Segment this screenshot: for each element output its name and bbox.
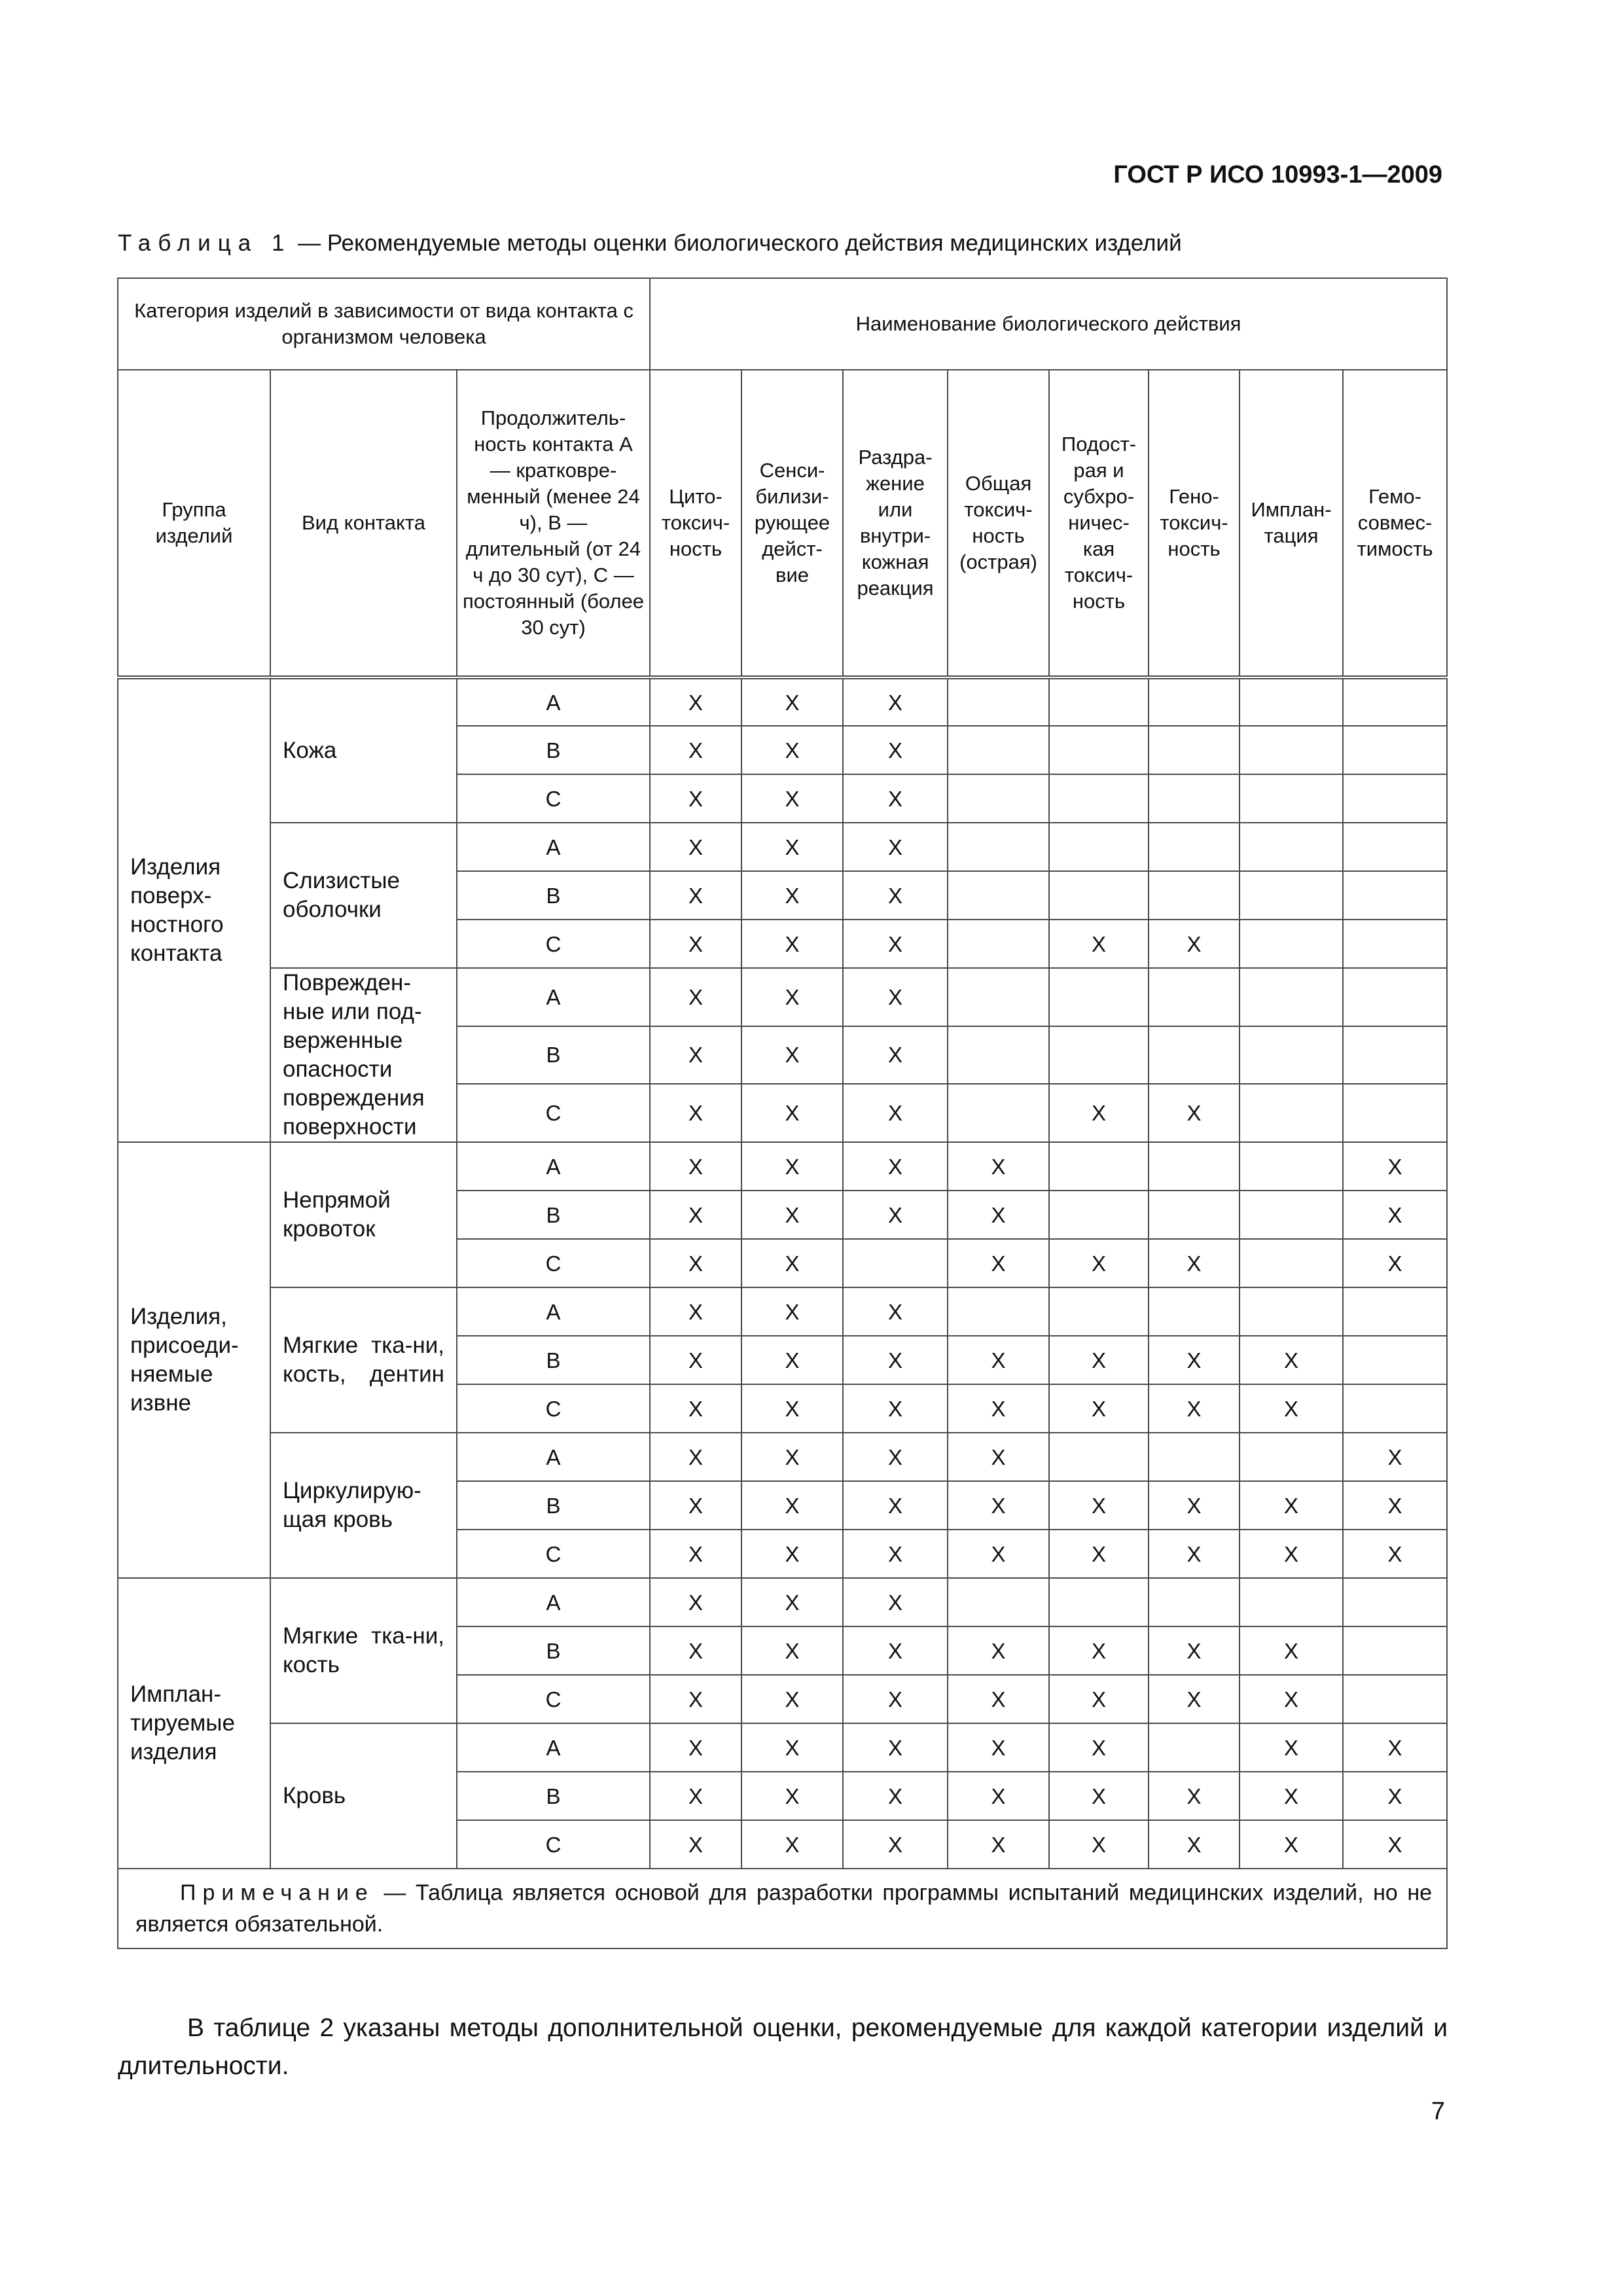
duration-code: C <box>457 1675 650 1723</box>
header-effect: Имплан-тация <box>1240 370 1343 677</box>
header-duration: Продолжитель-ность контакта А — кратковре-менный (менее 24 ч), В — длительный (от 24 ч до 30 сут), С — постоянный (более 30 сут) <box>457 370 650 677</box>
effect-mark <box>1049 1433 1149 1481</box>
table-row <box>118 1723 1447 1772</box>
effect-mark: X <box>843 1578 948 1626</box>
effect-mark: X <box>1343 1433 1447 1481</box>
effect-mark <box>948 871 1049 920</box>
effect-mark: X <box>741 823 843 871</box>
duration-code: C <box>457 920 650 968</box>
effect-mark: X <box>741 1530 843 1578</box>
effect-mark <box>1149 726 1240 774</box>
effect-mark: X <box>1149 1481 1240 1530</box>
effect-mark: X <box>741 1481 843 1530</box>
effect-mark <box>1149 677 1240 726</box>
effect-mark <box>1343 1578 1447 1626</box>
effect-mark: X <box>948 1239 1049 1287</box>
header-effect: Раздра-жение или внутри-кожная реакция <box>843 370 948 677</box>
group-name: Изделия поверх-ностного контакта <box>118 677 270 1142</box>
effect-mark: X <box>843 677 948 726</box>
effect-mark: X <box>1049 1772 1149 1820</box>
effect-mark: X <box>843 1026 948 1085</box>
duration-code: B <box>457 1481 650 1530</box>
effect-mark: X <box>650 1578 741 1626</box>
effect-mark: X <box>1049 1384 1149 1433</box>
effect-mark: X <box>741 1287 843 1336</box>
effect-mark: X <box>1149 1675 1240 1723</box>
table-row <box>118 677 1447 726</box>
effect-mark <box>948 677 1049 726</box>
effect-mark: X <box>948 1481 1049 1530</box>
effect-mark: X <box>1149 1239 1240 1287</box>
effect-mark <box>1049 774 1149 823</box>
effect-mark <box>1049 1191 1149 1239</box>
contact-type: Мягкие тка-ни, кость <box>270 1578 457 1723</box>
table-note <box>118 1869 1447 1948</box>
contact-type: Слизистые оболочки <box>270 823 457 968</box>
effect-mark <box>948 1026 1049 1085</box>
effect-mark: X <box>1049 1481 1149 1530</box>
effect-mark: X <box>741 774 843 823</box>
effect-mark <box>1149 774 1240 823</box>
table-row <box>118 823 1447 871</box>
effect-mark: X <box>741 1384 843 1433</box>
effect-mark <box>1049 1026 1149 1085</box>
effect-mark: X <box>650 1142 741 1191</box>
effect-mark: X <box>843 1820 948 1869</box>
effect-mark: X <box>1149 1530 1240 1578</box>
table-caption-text: — Рекомендуемые методы оценки биологического действия медицинских изделий <box>291 230 1182 256</box>
effect-mark: X <box>650 1084 741 1142</box>
effect-mark <box>948 774 1049 823</box>
effect-mark <box>1149 1578 1240 1626</box>
effect-mark: X <box>843 823 948 871</box>
effect-mark: X <box>1149 1820 1240 1869</box>
effect-mark: X <box>741 1142 843 1191</box>
note-label: Примечание <box>180 1880 374 1905</box>
effect-mark: X <box>650 1336 741 1384</box>
table-header-row-2 <box>118 370 1447 677</box>
effect-mark: X <box>843 1772 948 1820</box>
effect-mark: X <box>741 1239 843 1287</box>
effect-mark <box>1049 726 1149 774</box>
duration-code: A <box>457 1723 650 1772</box>
duration-code: A <box>457 677 650 726</box>
effect-mark: X <box>843 1287 948 1336</box>
effect-mark: X <box>650 1772 741 1820</box>
effect-mark: X <box>650 1481 741 1530</box>
effect-mark: X <box>650 1384 741 1433</box>
effect-mark: X <box>1049 920 1149 968</box>
group-name: Имплан-тируемые изделия <box>118 1578 270 1869</box>
effect-mark: X <box>843 1723 948 1772</box>
effect-mark: X <box>1343 1723 1447 1772</box>
effect-mark: X <box>650 1820 741 1869</box>
effect-mark: X <box>843 1530 948 1578</box>
effect-mark <box>1240 871 1343 920</box>
effect-mark <box>1343 1675 1447 1723</box>
effect-mark: X <box>650 1433 741 1481</box>
effect-mark: X <box>1149 1084 1240 1142</box>
effect-mark: X <box>843 1191 948 1239</box>
header-effect: Общая токсич-ность (острая) <box>948 370 1049 677</box>
duration-code: B <box>457 1772 650 1820</box>
effect-mark <box>948 920 1049 968</box>
effect-mark: X <box>1343 1820 1447 1869</box>
effect-mark <box>1343 1336 1447 1384</box>
effect-mark <box>1149 1287 1240 1336</box>
effect-mark: X <box>948 1820 1049 1869</box>
effect-mark: X <box>650 823 741 871</box>
header-contact: Вид контакта <box>270 370 457 677</box>
effect-mark: X <box>1240 1820 1343 1869</box>
effect-mark: X <box>948 1723 1049 1772</box>
note-row <box>118 1869 1447 1948</box>
effect-mark: X <box>843 726 948 774</box>
effect-mark: X <box>843 871 948 920</box>
effect-mark: X <box>1343 1530 1447 1578</box>
effect-mark: X <box>843 1675 948 1723</box>
table-row <box>118 1142 1447 1191</box>
effect-mark: X <box>1343 1191 1447 1239</box>
effect-mark <box>1149 1026 1240 1085</box>
effect-mark <box>1049 1287 1149 1336</box>
effect-mark: X <box>650 1191 741 1239</box>
effect-mark: X <box>741 726 843 774</box>
effect-mark: X <box>1240 1530 1343 1578</box>
evaluation-table <box>117 278 1448 1949</box>
effect-mark: X <box>1240 1723 1343 1772</box>
duration-code: B <box>457 1026 650 1085</box>
effect-mark: X <box>741 1675 843 1723</box>
table-header-row-1 <box>118 278 1447 370</box>
header-effect: Гено-токсич-ность <box>1149 370 1240 677</box>
effect-mark: X <box>650 1723 741 1772</box>
effect-mark <box>1240 774 1343 823</box>
effect-mark: X <box>1149 1336 1240 1384</box>
effect-mark <box>1343 1626 1447 1675</box>
note-text: — Таблица является основой для разработки программы испытаний медицинских изделий, но не является обязательной. <box>135 1880 1433 1937</box>
effect-mark: X <box>948 1336 1049 1384</box>
effect-mark: X <box>843 1084 948 1142</box>
effect-mark: X <box>741 1820 843 1869</box>
effect-mark: X <box>1049 1084 1149 1142</box>
effect-mark: X <box>1149 1384 1240 1433</box>
header-effect: Подост-рая и субхро-ничес-кая токсич-ность <box>1049 370 1149 677</box>
table-row <box>118 968 1447 1026</box>
effect-mark <box>1343 726 1447 774</box>
effect-mark: X <box>1240 1384 1343 1433</box>
effect-mark: X <box>843 920 948 968</box>
header-effect: Сенси-билизи-рующее дейст-вие <box>741 370 843 677</box>
effect-mark <box>948 968 1049 1026</box>
effect-mark: X <box>650 677 741 726</box>
contact-type: Кровь <box>270 1723 457 1869</box>
effect-mark: X <box>1049 1820 1149 1869</box>
duration-code: A <box>457 1433 650 1481</box>
effect-mark <box>1149 968 1240 1026</box>
effect-mark <box>1240 1026 1343 1085</box>
effect-mark <box>1240 1287 1343 1336</box>
effect-mark: X <box>650 920 741 968</box>
effect-mark: X <box>948 1675 1049 1723</box>
effect-mark <box>1149 1142 1240 1191</box>
effect-mark <box>1240 968 1343 1026</box>
effect-mark: X <box>650 871 741 920</box>
body-paragraph: В таблице 2 указаны методы дополнительной оценки, рекомендуемые для каждой категории изделий и длительности. <box>118 2014 1448 2080</box>
effect-mark: X <box>650 774 741 823</box>
effect-mark <box>948 726 1049 774</box>
effect-mark <box>1343 1084 1447 1142</box>
duration-code: C <box>457 1239 650 1287</box>
table-row <box>118 1287 1447 1336</box>
effect-mark <box>1343 920 1447 968</box>
effect-mark: X <box>1049 1239 1149 1287</box>
contact-type: Поврежден-ные или под-верженные опасности повреждения поверхности <box>270 968 457 1142</box>
effect-mark: X <box>741 968 843 1026</box>
effect-mark: X <box>741 1433 843 1481</box>
effect-mark: X <box>741 1336 843 1384</box>
effect-mark: X <box>1343 1772 1447 1820</box>
effect-mark: X <box>650 1287 741 1336</box>
duration-code: C <box>457 1820 650 1869</box>
effect-mark <box>1240 726 1343 774</box>
duration-code: C <box>457 1530 650 1578</box>
effect-mark <box>1240 1433 1343 1481</box>
effect-mark <box>1240 920 1343 968</box>
duration-code: C <box>457 1384 650 1433</box>
effect-mark <box>1049 968 1149 1026</box>
effect-mark: X <box>741 871 843 920</box>
contact-type: Непрямой кровоток <box>270 1142 457 1287</box>
effect-mark <box>1343 871 1447 920</box>
effect-mark: X <box>650 1675 741 1723</box>
effect-mark: X <box>1240 1772 1343 1820</box>
effect-mark <box>1049 1142 1149 1191</box>
effect-mark: X <box>948 1626 1049 1675</box>
effect-mark <box>1343 1287 1447 1336</box>
effect-mark <box>1240 823 1343 871</box>
effect-mark: X <box>843 1384 948 1433</box>
header-effect: Цито-токсич-ность <box>650 370 741 677</box>
effect-mark: X <box>741 1626 843 1675</box>
effect-mark: X <box>843 774 948 823</box>
effect-mark: X <box>1049 1675 1149 1723</box>
effect-mark: X <box>650 1239 741 1287</box>
table-caption-label: Таблица 1 <box>118 230 292 256</box>
table-row <box>118 1433 1447 1481</box>
effect-mark: X <box>948 1191 1049 1239</box>
effect-mark: X <box>650 968 741 1026</box>
effect-mark: X <box>741 677 843 726</box>
effect-mark: X <box>843 1433 948 1481</box>
effect-mark: X <box>948 1384 1049 1433</box>
effect-mark: X <box>843 1142 948 1191</box>
header-group: Группа изделий <box>118 370 270 677</box>
effect-mark <box>948 1287 1049 1336</box>
effect-mark <box>1240 1239 1343 1287</box>
effect-mark <box>1240 677 1343 726</box>
table-caption <box>118 230 1182 257</box>
duration-code: C <box>457 774 650 823</box>
duration-code: B <box>457 726 650 774</box>
effect-mark: X <box>650 726 741 774</box>
effect-mark: X <box>650 1026 741 1085</box>
effect-mark: X <box>1240 1481 1343 1530</box>
effect-mark: X <box>1240 1336 1343 1384</box>
effect-mark: X <box>1240 1626 1343 1675</box>
effect-mark <box>1149 1723 1240 1772</box>
effect-mark <box>1343 1384 1447 1433</box>
effect-mark: X <box>1149 1772 1240 1820</box>
effect-mark: X <box>1240 1675 1343 1723</box>
duration-code: C <box>457 1084 650 1142</box>
contact-type: Циркулирую-щая кровь <box>270 1433 457 1578</box>
effect-mark <box>843 1239 948 1287</box>
effect-mark: X <box>741 1772 843 1820</box>
effect-mark: X <box>741 1191 843 1239</box>
effect-mark <box>948 1084 1049 1142</box>
effect-mark: X <box>741 1723 843 1772</box>
duration-code: B <box>457 871 650 920</box>
header-effect: Гемо-совмес-тимость <box>1343 370 1447 677</box>
effect-mark <box>1149 1433 1240 1481</box>
duration-code: B <box>457 1336 650 1384</box>
effect-mark <box>1149 871 1240 920</box>
effect-mark <box>1240 1142 1343 1191</box>
table-row <box>118 1578 1447 1626</box>
effect-mark <box>1343 677 1447 726</box>
effect-mark <box>1049 823 1149 871</box>
effect-mark: X <box>650 1530 741 1578</box>
effect-mark: X <box>948 1530 1049 1578</box>
effect-mark <box>1343 823 1447 871</box>
duration-code: B <box>457 1191 650 1239</box>
effect-mark: X <box>843 1626 948 1675</box>
effect-mark <box>1049 1578 1149 1626</box>
header-category: Категория изделий в зависимости от вида контакта с организмом человека <box>118 278 650 370</box>
effect-mark: X <box>741 920 843 968</box>
effect-mark: X <box>1049 1723 1149 1772</box>
effect-mark: X <box>1343 1239 1447 1287</box>
header-effects: Наименование биологического действия <box>650 278 1447 370</box>
effect-mark: X <box>1049 1336 1149 1384</box>
effect-mark <box>1343 774 1447 823</box>
effect-mark: X <box>1343 1481 1447 1530</box>
standard-code: ГОСТ Р ИСО 10993-1—2009 <box>1113 161 1442 188</box>
effect-mark <box>1240 1084 1343 1142</box>
effect-mark: X <box>948 1433 1049 1481</box>
effect-mark <box>948 1578 1049 1626</box>
duration-code: A <box>457 1287 650 1336</box>
effect-mark <box>1240 1578 1343 1626</box>
effect-mark: X <box>948 1772 1049 1820</box>
effect-mark: X <box>1149 920 1240 968</box>
effect-mark: X <box>948 1142 1049 1191</box>
contact-type: Мягкие тка-ни, кость, дентин <box>270 1287 457 1433</box>
effect-mark <box>1240 1191 1343 1239</box>
duration-code: B <box>457 1626 650 1675</box>
effect-mark <box>1343 1026 1447 1085</box>
group-name: Изделия, присоеди-няемые извне <box>118 1142 270 1578</box>
effect-mark <box>1049 871 1149 920</box>
effect-mark: X <box>843 1481 948 1530</box>
duration-code: A <box>457 1578 650 1626</box>
duration-code: A <box>457 968 650 1026</box>
effect-mark: X <box>1343 1142 1447 1191</box>
effect-mark: X <box>843 968 948 1026</box>
duration-code: A <box>457 1142 650 1191</box>
effect-mark <box>1149 1191 1240 1239</box>
effect-mark: X <box>843 1336 948 1384</box>
page-number: 7 <box>1431 2098 1445 2125</box>
effect-mark: X <box>1149 1626 1240 1675</box>
effect-mark <box>948 823 1049 871</box>
effect-mark <box>1049 677 1149 726</box>
effect-mark: X <box>650 1626 741 1675</box>
effect-mark: X <box>741 1084 843 1142</box>
effect-mark: X <box>741 1026 843 1085</box>
effect-mark <box>1149 823 1240 871</box>
effect-mark <box>1343 968 1447 1026</box>
effect-mark: X <box>1049 1626 1149 1675</box>
effect-mark: X <box>1049 1530 1149 1578</box>
effect-mark: X <box>741 1578 843 1626</box>
contact-type: Кожа <box>270 677 457 823</box>
duration-code: A <box>457 823 650 871</box>
